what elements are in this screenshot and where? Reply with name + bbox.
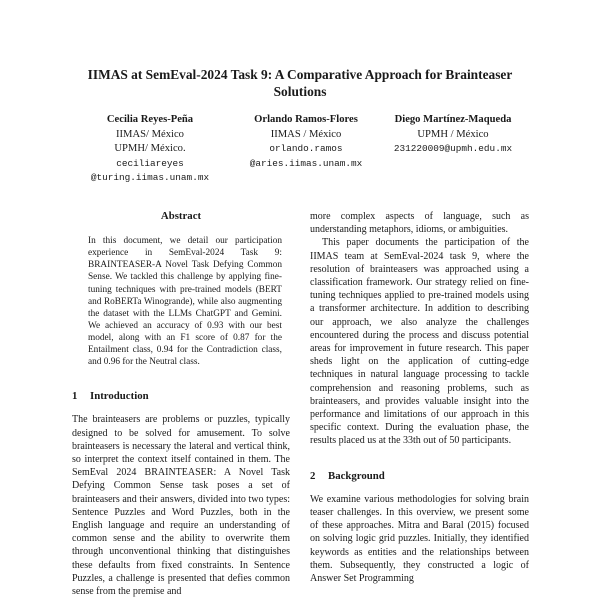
section-number: 2 [310,469,316,482]
author-email: orlando.ramos [269,143,343,154]
abstract-heading: Abstract [160,210,202,222]
section-heading-introduction [72,390,290,403]
author-block [230,113,382,171]
author-block [372,113,534,157]
section-title: Background [328,469,385,482]
author-name: Diego Martínez-Maqueda [394,114,512,125]
author-affiliation: UPMH / México [417,128,489,140]
introduction-continued: more complex aspects of language, such as understanding metaphors, idioms, or ambiguities. [310,211,529,236]
author-affiliation: UPMH/ México. [114,143,186,154]
author-affiliation: IIMAS / México [270,128,342,140]
author-name: Orlando Ramos-Flores [254,114,358,125]
introduction-paragraph: This paper documents the participation of the IIMAS team at SemEval-2024 task 9, where the resolution of brainteasers was approached using a classification framework. Our strategy relied on fine-tuning techniques applied to pre-trained models using a transformer architecture. In addition to describing our approach, we also analyze the challenges encountered during the process and discuss potential areas for improvement in future research. This paper sheds light on the application of cutting-edge techniques in natural language processing to tackle comprehension and reasoning problems, such as brainteasers, and provides valuable insight into the performance and limitations of our approach in this specific context. During the evaluation phase, the results placed us at the 33th out of 50 participants. [310,237,529,447]
abstract-text: In this document, we detail our participation experience in SemEval-2024 Task 9: BRAINTEASER-A Novel Task Defying Common Sense. We tackled this challenge by applying fine-tuning techniques with pre-trained models (BERT and RoBERTa Winogrande), while also augmenting the dataset with the LLMs ChatGPT and Gemini. We achieved an accuracy of 0.93 with our best model, along with an F1 score of 0.87 for the Entailment class, 0.94 for the Contradiction class, and 0.96 for the Neutral class. [88,236,282,368]
left-column [72,210,290,598]
author-name: Cecilia Reyes-Peña [106,114,194,125]
section-title: Introduction [90,390,149,403]
author-block [72,113,228,186]
section-heading-background [310,470,529,483]
section-number: 1 [72,390,78,403]
right-column [310,210,529,585]
author-email: ceciliareyes [116,157,184,169]
author-email: 231220009@upmh.edu.mx [393,143,513,154]
author-affiliation: IIMAS/ México [116,128,184,140]
author-email: @turing.iimas.unam.mx [90,172,210,183]
paper-title: IIMAS at SemEval-2024 Task 9: A Comparative Approach for Brainteaser Solutions [87,67,513,99]
background-paragraph: We examine various methodologies for solving brain teaser challenges. In this overview, we present some of these approaches. Mitra and Baral (2015) focused on solving logic grid puzzles. Initially, they identified keywords as entities and the relationships between them. Subsequently, they constructed a logic of Answer Set Programming [310,493,529,585]
author-email: @aries.iimas.unam.mx [249,157,363,169]
introduction-paragraph: The brainteasers are problems or puzzles, typically designed to be solved for amusement. To solve brainteasers is necessary the lateral and vertical think, so interpret the context itself contained in them. The SemEval 2024 BRAINTEASER: A Novel Task Defying Common Sense task poses a set of brainteasers and their answers, divided into two types: Sentence Puzzles and Word Puzzles, both in the English language and require an understanding of common sense and the ability to overwrite them through unconventional thinking that distinguishes these defaults from fixed constraints. In Sentence Puzzles, a challenge is presented that defies common sense from the premise and [72,414,290,598]
